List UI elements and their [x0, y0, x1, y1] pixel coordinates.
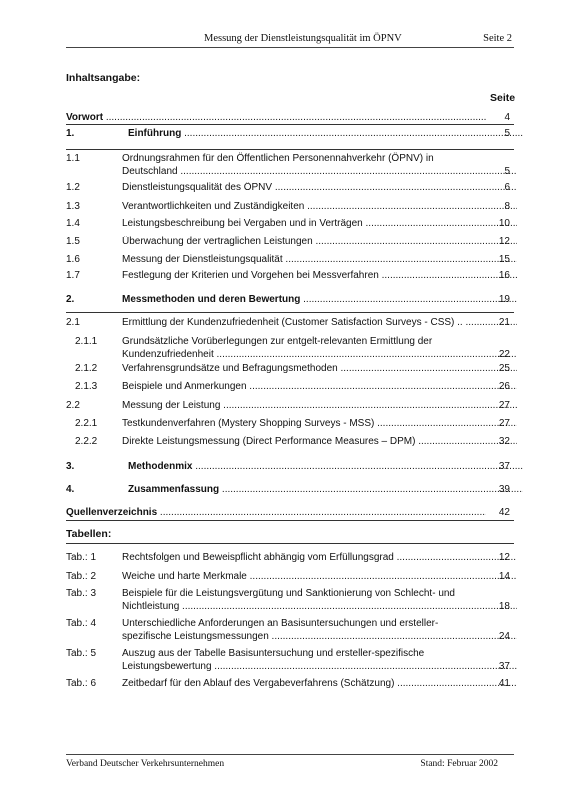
table-entry [66, 571, 514, 584]
entry-number: 2.1.2 [75, 363, 98, 374]
toc-entry [66, 461, 514, 474]
toc-entry [66, 294, 514, 307]
entry-number: 2.1 [66, 317, 80, 328]
entry-number: 1.4 [66, 218, 80, 229]
toc-entry [66, 201, 514, 214]
toc-entry [66, 381, 514, 394]
entry-title: Grundsätzliche Vorüberlegungen zur entgelt-relevanten Ermittlung der [122, 336, 433, 347]
toc-entry [66, 128, 514, 141]
entry-page-number: 5 [504, 165, 510, 177]
entry-number: 1.2 [66, 182, 80, 193]
entry-number: 1.5 [66, 236, 80, 247]
entry-number: Tab.: 2 [66, 571, 97, 582]
entry-number: 2.1.3 [75, 381, 98, 392]
toc-entry [66, 400, 514, 413]
section-divider [66, 124, 514, 125]
entry-page-number: 16 [498, 270, 510, 281]
footer-publisher: Verband Deutscher Verkehrsunternehmen [66, 759, 225, 769]
entry-page-number: 14 [498, 571, 510, 582]
entry-page-number: 37 [498, 461, 510, 472]
entry-title: Beispiele für die Leistungsvergütung und Sanktionierung von Schlecht- und [122, 588, 455, 599]
entry-number: 2.2.2 [75, 436, 98, 447]
entry-title: Quellenverzeichnis [66, 507, 158, 518]
entry-title: Kundenzufriedenheit [122, 348, 214, 360]
entry-page-number: 15 [498, 254, 510, 265]
entry-number: 1.1 [66, 153, 80, 164]
table-entry [66, 552, 514, 565]
entry-number: Tab.: 5 [66, 648, 97, 659]
entry-number: Tab.: 1 [66, 552, 97, 563]
toc-entry [66, 436, 514, 449]
entry-page-number: 21 [498, 317, 510, 328]
entry-title: Festlegung der Kriterien und Vorgehen bei Messverfahren [122, 270, 379, 281]
entry-title: Leistungsbewertung [122, 660, 212, 672]
entry-number: Tab.: 6 [66, 678, 97, 689]
page-footer [66, 754, 514, 769]
entry-number: 4. [66, 484, 75, 495]
footer-date: Stand: Februar 2002 [420, 759, 498, 769]
entry-page-number: 8 [504, 201, 510, 212]
section-divider [66, 520, 514, 521]
entry-title: Testkundenverfahren (Mystery Shopping Surveys - MSS) [122, 418, 375, 429]
entry-title: Verantwortlichkeiten und Zuständigkeiten [122, 201, 305, 212]
entry-title: Dienstleistungsqualität des ÖPNV [122, 182, 273, 193]
entry-title: Vorwort [66, 112, 104, 123]
entry-title: Leistungsbeschreibung bei Vergaben und in Verträgen [122, 218, 363, 229]
header-title: Messung der Dienstleistungsqualität im ÖPNV [204, 33, 402, 44]
tables-divider [66, 543, 514, 544]
entry-number: 3. [66, 461, 75, 472]
toc-entry [66, 236, 514, 249]
toc-entry [66, 112, 514, 125]
entry-title: Unterschiedliche Anforderungen an Basisuntersuchungen und ersteller- [122, 618, 439, 629]
entry-title: Zusammenfassung [128, 484, 220, 495]
toc-heading: Inhaltsangabe: [66, 72, 141, 84]
table-entry [66, 588, 514, 613]
entry-page-number: 42 [498, 507, 510, 518]
toc-entry [66, 484, 514, 497]
entry-number: 1.6 [66, 254, 80, 265]
entry-page-number: 27 [498, 400, 510, 411]
entry-page-number: 27 [498, 418, 510, 429]
entry-page-number: 12 [498, 236, 510, 247]
entry-page-number: 26 [498, 381, 510, 392]
section-divider [66, 312, 514, 313]
entry-title: Zeitbedarf für den Ablauf des Vergabeverfahrens (Schätzung) [122, 678, 395, 689]
entry-page-number: 19 [498, 294, 510, 305]
entry-page-number: 12 [498, 552, 510, 563]
toc-entry [66, 418, 514, 431]
page-column-heading: Seite [490, 92, 516, 104]
table-entry [66, 648, 514, 673]
page-header [66, 33, 514, 48]
toc-entry [66, 270, 514, 283]
entry-number: 2.1.1 [75, 336, 98, 347]
entry-page-number: 32 [498, 436, 510, 447]
entry-page-number: 39 [498, 484, 510, 495]
entry-title: Messung der Leistung [122, 400, 221, 411]
entry-number: 1.7 [66, 270, 80, 281]
entry-title: Direkte Leistungsmessung (Direct Performance Measures – DPM) [122, 436, 416, 447]
entry-title: Ordnungsrahmen für den Öffentlichen Personennahverkehr (ÖPNV) in [122, 153, 434, 164]
entry-title: Messung der Dienstleistungsqualität [122, 254, 283, 265]
entry-title: Methodenmix [128, 461, 193, 472]
entry-page-number: 10 [498, 218, 510, 229]
toc-entry [66, 182, 514, 195]
entry-number: 2.2.1 [75, 418, 98, 429]
entry-title: Einführung [128, 128, 182, 139]
entry-title: Beispiele und Anmerkungen [122, 381, 247, 392]
entry-number: 1. [66, 128, 75, 139]
header-page-number: Seite 2 [483, 33, 512, 44]
entry-page-number: 25 [498, 363, 510, 374]
entry-page-number: 5 [504, 128, 510, 139]
tables-heading: Tabellen: [66, 528, 112, 540]
entry-title: Verfahrensgrundsätze und Befragungsmethoden [122, 363, 338, 374]
toc-entry [66, 363, 514, 376]
entry-page-number: 4 [504, 112, 510, 123]
toc-entry [66, 317, 514, 330]
entry-title: Deutschland [122, 165, 178, 177]
entry-number: 2.2 [66, 400, 80, 411]
toc-entry [66, 218, 514, 231]
entry-page-number: 6 [504, 182, 510, 193]
toc-entry [66, 153, 514, 178]
toc-entry [66, 336, 514, 361]
entry-page-number: 41 [498, 678, 510, 689]
entry-title: Ermittlung der Kundenzufriedenheit (Customer Satisfaction Surveys - CSS) .. [122, 317, 463, 328]
entry-title: Weiche und harte Merkmale [122, 571, 247, 582]
entry-title: Messmethoden und deren Bewertung [122, 294, 301, 305]
entry-page-number: 37 [498, 660, 510, 672]
entry-number: Tab.: 4 [66, 618, 97, 629]
table-entry [66, 618, 514, 643]
entry-page-number: 18 [498, 600, 510, 612]
entry-title: Nichtleistung [122, 600, 180, 612]
toc-entry [66, 254, 514, 267]
entry-number: 1.3 [66, 201, 80, 212]
entry-title: Rechtsfolgen und Beweispflicht abhängig vom Erfüllungsgrad [122, 552, 394, 563]
entry-number: Tab.: 3 [66, 588, 97, 599]
entry-title: spezifische Leistungsmessungen [122, 630, 269, 642]
entry-number: 2. [66, 294, 75, 305]
section-divider [66, 149, 514, 150]
entry-title: Überwachung der vertraglichen Leistungen [122, 236, 313, 247]
entry-title: Auszug aus der Tabelle Basisuntersuchung und ersteller-spezifische [122, 648, 425, 659]
entry-page-number: 22 [498, 348, 510, 360]
toc-entry [66, 507, 514, 520]
entry-page-number: 24 [498, 630, 510, 642]
table-entry [66, 678, 514, 691]
